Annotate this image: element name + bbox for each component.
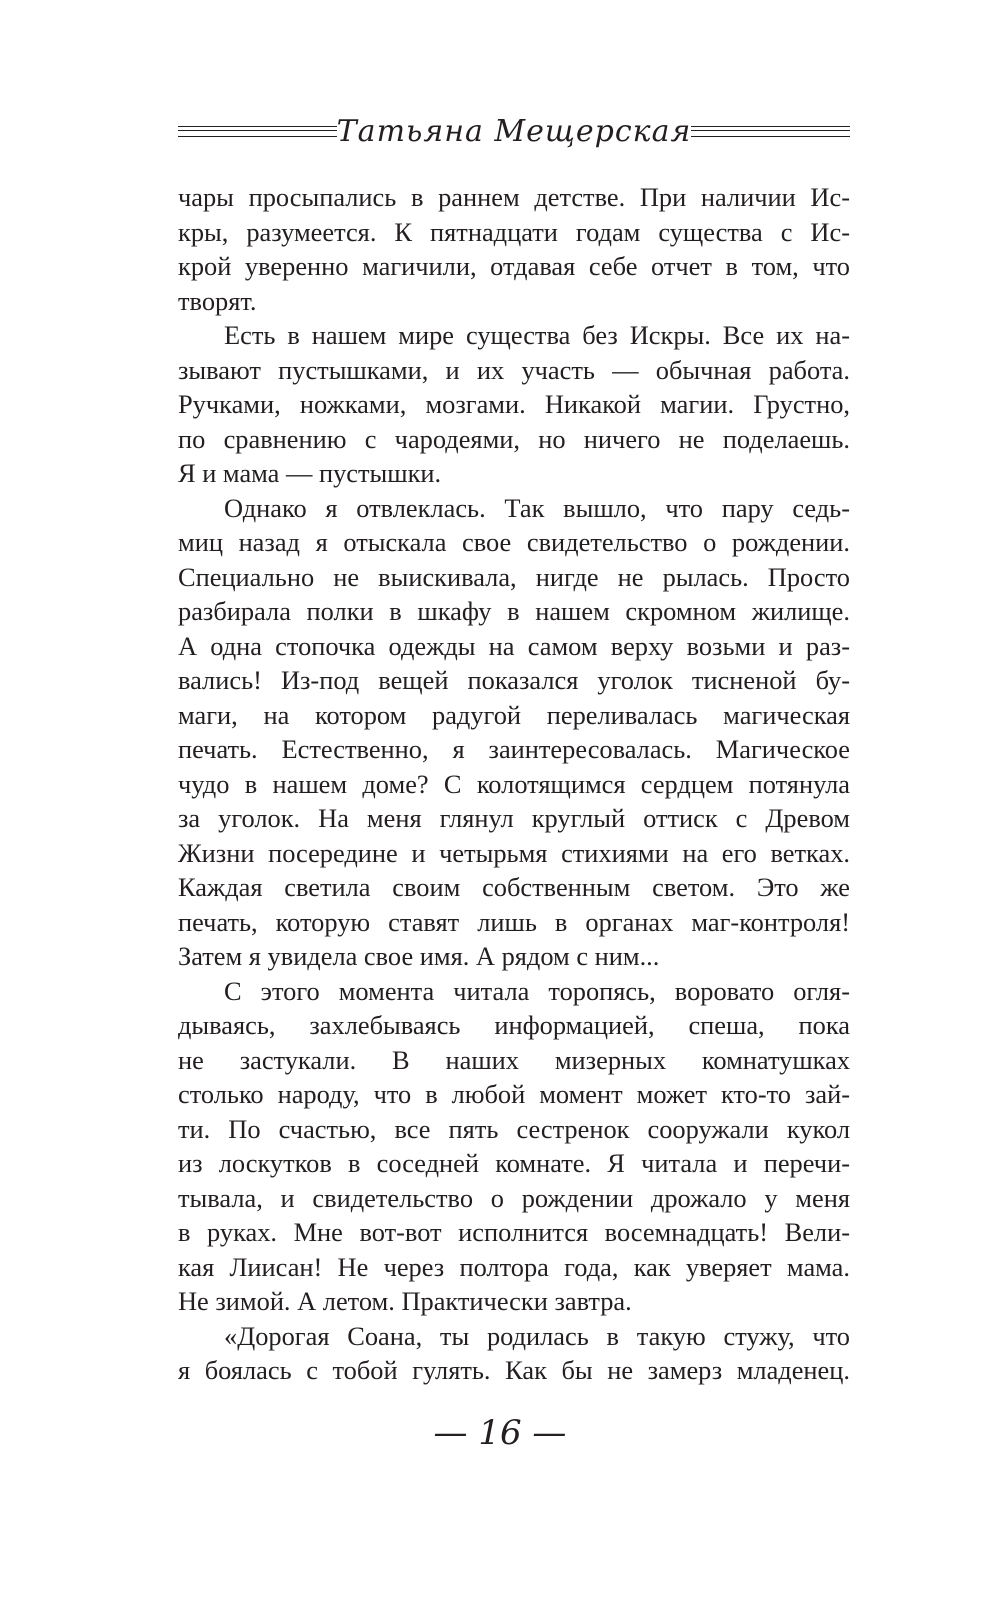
text-line: Однако я отвлеклась. Так вышло, что пару седь- [224, 492, 850, 523]
page-number: — 16 — [433, 1413, 567, 1453]
text-line: печать, которую ставят лишь в органах маг-контроля! [178, 906, 850, 937]
text-line: Жизни посередине и четырьмя стихиями на его ветках. [178, 837, 850, 868]
text-line: из лоскутков в соседней комнате. Я читала и перечи- [178, 1148, 850, 1178]
text-line: Ручками, ножками, мозгами. Никакой магии. Грустно, [178, 389, 850, 419]
text-line: Каждая светила своим собственным светом. Это же [178, 872, 850, 902]
text-line: вались! Из-под вещей показался уголок тисненой бу- [178, 665, 850, 695]
text-line: разбирала полки в шкафу в нашем скромном жилище. [178, 596, 850, 626]
text-line: Есть в нашем мире существа без Искры. Все их на- [224, 320, 850, 350]
text-line: не застукали. В наших мизерных комнатушках [178, 1044, 850, 1075]
text-line: я боялась с тобой гулять. Как бы не замерз младенец. [178, 1355, 850, 1385]
running-title: Татьяна Мещерская [336, 113, 692, 149]
text-line: чудо в нашем доме? С колотящимся сердцем потянула [178, 768, 850, 799]
text-line: в руках. Мне вот-вот исполнится восемнадцать! Вели- [178, 1217, 850, 1247]
body-text [178, 180, 850, 1388]
text-line: А одна стопочка одежды на самом верху возьми и раз- [178, 630, 850, 661]
text-line: крой уверенно магичили, отдавая себе отчет в том, что [178, 251, 850, 281]
text-line: Специально не выискивала, нигде не рылась. Просто [178, 561, 850, 592]
text-line: кая Лиисан! Не через полтора года, как уверяет мама. [178, 1251, 850, 1282]
text-line: ти. По счастью, все пять сестренок сооружали кукол [178, 1113, 850, 1144]
text-line: дываясь, захлебываясь информацией, спеша, пока [178, 1010, 850, 1040]
text-line: печать. Естественно, я заинтересовалась. Магическое [178, 734, 850, 764]
text-line: тывала, и свидетельство о рождении дрожало у меня [178, 1182, 850, 1213]
text-line: маги, на котором радугой переливалась магическая [178, 699, 850, 730]
text-line: Затем я увидела свое имя. А рядом с ним... [178, 941, 660, 971]
text-line: за уголок. На меня глянул круглый оттиск с Древом [178, 803, 850, 833]
text-line: чары просыпались в раннем детстве. При наличии Ис- [178, 182, 850, 212]
text-line: творят. [178, 285, 257, 316]
text-line: «Дорогая Соана, ты родилась в такую стужу, что [224, 1320, 850, 1351]
text-line: по сравнению с чародеями, но ничего не поделаешь. [178, 423, 850, 454]
text-line: столько народу, что в любой момент может кто-то зай- [178, 1079, 850, 1109]
text-line: зывают пустышками, и их участь — обычная работа. [178, 354, 850, 385]
text-line: Не зимой. А летом. Практически завтра. [178, 1286, 632, 1316]
header-rule-left [178, 126, 337, 137]
header-rule-right [691, 126, 850, 137]
text-line: Я и мама — пустышки. [178, 458, 442, 488]
text-line: кры, разумеется. К пятнадцати годам существа с Ис- [178, 216, 850, 247]
running-header [178, 103, 850, 159]
text-line: С этого момента читала торопясь, воровато огля- [224, 975, 850, 1006]
text-line: миц назад я отыскала свое свидетельство о рождении. [178, 527, 850, 557]
